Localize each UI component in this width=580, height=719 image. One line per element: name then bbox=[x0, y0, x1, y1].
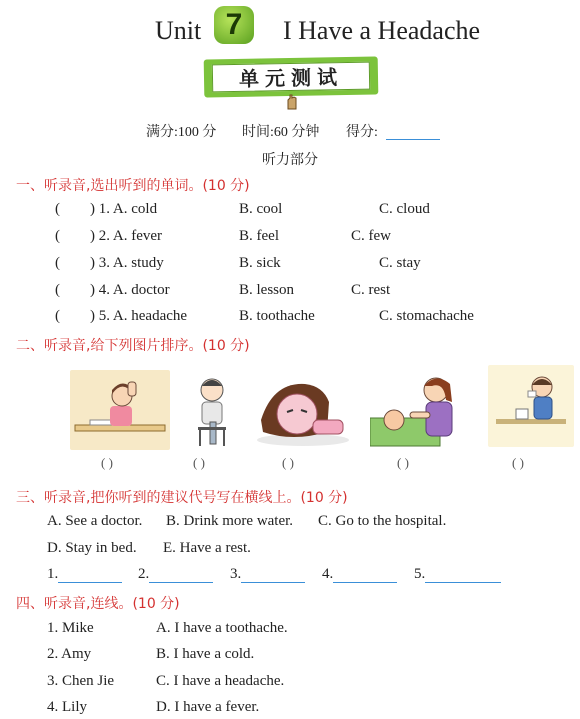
q1-option-b: B. cool bbox=[239, 201, 283, 217]
answer-blank-5-label: 5. bbox=[414, 566, 426, 582]
answer-blank-1-label: 1. bbox=[47, 566, 59, 582]
picture2-answer[interactable]: ( ) bbox=[193, 455, 205, 470]
picture1-answer[interactable]: ( ) bbox=[101, 455, 113, 470]
advice-option-a: A. See a doctor. bbox=[47, 513, 143, 529]
q4-paren[interactable]: ( bbox=[55, 282, 60, 298]
picture-boy-cold bbox=[488, 365, 574, 447]
advice-option-d: D. Stay in bed. bbox=[47, 540, 137, 556]
q1-paren[interactable]: ( bbox=[55, 201, 60, 217]
match-sentence-b[interactable]: B. I have a cold. bbox=[156, 646, 255, 662]
section4-title: 四、听录音,连线。(10 分) bbox=[16, 596, 180, 612]
q1-option-c: C. cloud bbox=[379, 201, 430, 217]
match-sentence-a[interactable]: A. I have a toothache. bbox=[156, 620, 288, 636]
score-label: 得分: bbox=[346, 125, 378, 140]
advice-option-b: B. Drink more water. bbox=[166, 513, 294, 529]
time-limit: 时间:60 分钟 bbox=[242, 125, 320, 140]
picture-girl-headache bbox=[70, 370, 170, 450]
answer-blank-2-label: 2. bbox=[138, 566, 150, 582]
section1-title: 一、听录音,选出听到的单词。(10 分) bbox=[16, 178, 250, 194]
section2-title: 二、听录音,给下列图片排序。(10 分) bbox=[16, 338, 250, 354]
match-name-4[interactable]: 4. Lily bbox=[47, 699, 87, 715]
full-score: 满分:100 分 bbox=[146, 125, 217, 140]
q4-option-b: B. lesson bbox=[239, 282, 295, 298]
q2-option-c: C. few bbox=[351, 228, 391, 244]
q4-option-c: C. rest bbox=[351, 282, 391, 298]
q5-option-a: ) 5. A. headache bbox=[90, 308, 188, 324]
unit-test-banner bbox=[204, 56, 379, 97]
match-sentence-d[interactable]: D. I have a fever. bbox=[156, 699, 260, 715]
answer-blank-2[interactable] bbox=[138, 566, 213, 583]
q2-paren[interactable]: ( bbox=[55, 228, 60, 244]
q4-option-a: ) 4. A. doctor bbox=[90, 282, 170, 298]
q3-option-a: ) 3. A. study bbox=[90, 255, 164, 271]
answer-blank-3-label: 3. bbox=[230, 566, 242, 582]
q5-option-b: B. toothache bbox=[239, 308, 315, 324]
q5-paren[interactable]: ( bbox=[55, 308, 60, 324]
picture5-answer[interactable]: ( ) bbox=[512, 455, 524, 470]
match-name-3[interactable]: 3. Chen Jie bbox=[47, 673, 115, 689]
answer-blank-1[interactable] bbox=[47, 566, 122, 583]
q2-option-a: ) 2. A. fever bbox=[90, 228, 163, 244]
advice-option-e: E. Have a rest. bbox=[163, 540, 251, 556]
picture-boy-toothache bbox=[188, 372, 236, 450]
picture-boy-stomachache bbox=[253, 372, 353, 450]
advice-option-c: C. Go to the hospital. bbox=[318, 513, 447, 529]
picture3-answer[interactable]: ( ) bbox=[282, 455, 294, 470]
section3-title: 三、听录音,把你听到的建议代号写在横线上。(10 分) bbox=[16, 490, 348, 506]
picture4-answer[interactable]: ( ) bbox=[397, 455, 409, 470]
answer-blank-3[interactable] bbox=[230, 566, 305, 583]
banner-text: 单元测试 bbox=[212, 62, 370, 93]
q3-option-c: C. stay bbox=[379, 255, 421, 271]
unit-label: Unit bbox=[155, 16, 202, 45]
q1-option-a: ) 1. A. cold bbox=[90, 201, 158, 217]
page-title: I Have a Headache bbox=[283, 16, 481, 45]
hand-icon bbox=[285, 94, 299, 110]
q3-option-b: B. sick bbox=[239, 255, 281, 271]
picture-child-in-bed bbox=[370, 372, 474, 450]
unit-number-badge: 7 bbox=[214, 6, 254, 44]
match-name-1[interactable]: 1. Mike bbox=[47, 620, 94, 636]
score-blank[interactable] bbox=[386, 122, 440, 140]
q3-paren[interactable]: ( bbox=[55, 255, 60, 271]
match-sentence-c[interactable]: C. I have a headache. bbox=[156, 673, 285, 689]
answer-blank-4[interactable] bbox=[322, 566, 397, 583]
answer-blank-4-label: 4. bbox=[322, 566, 334, 582]
listening-section-title: 听力部分 bbox=[262, 153, 318, 168]
q2-option-b: B. feel bbox=[239, 228, 279, 244]
match-name-2[interactable]: 2. Amy bbox=[47, 646, 92, 662]
q5-option-c: C. stomachache bbox=[379, 308, 474, 324]
answer-blank-5[interactable] bbox=[414, 566, 501, 583]
